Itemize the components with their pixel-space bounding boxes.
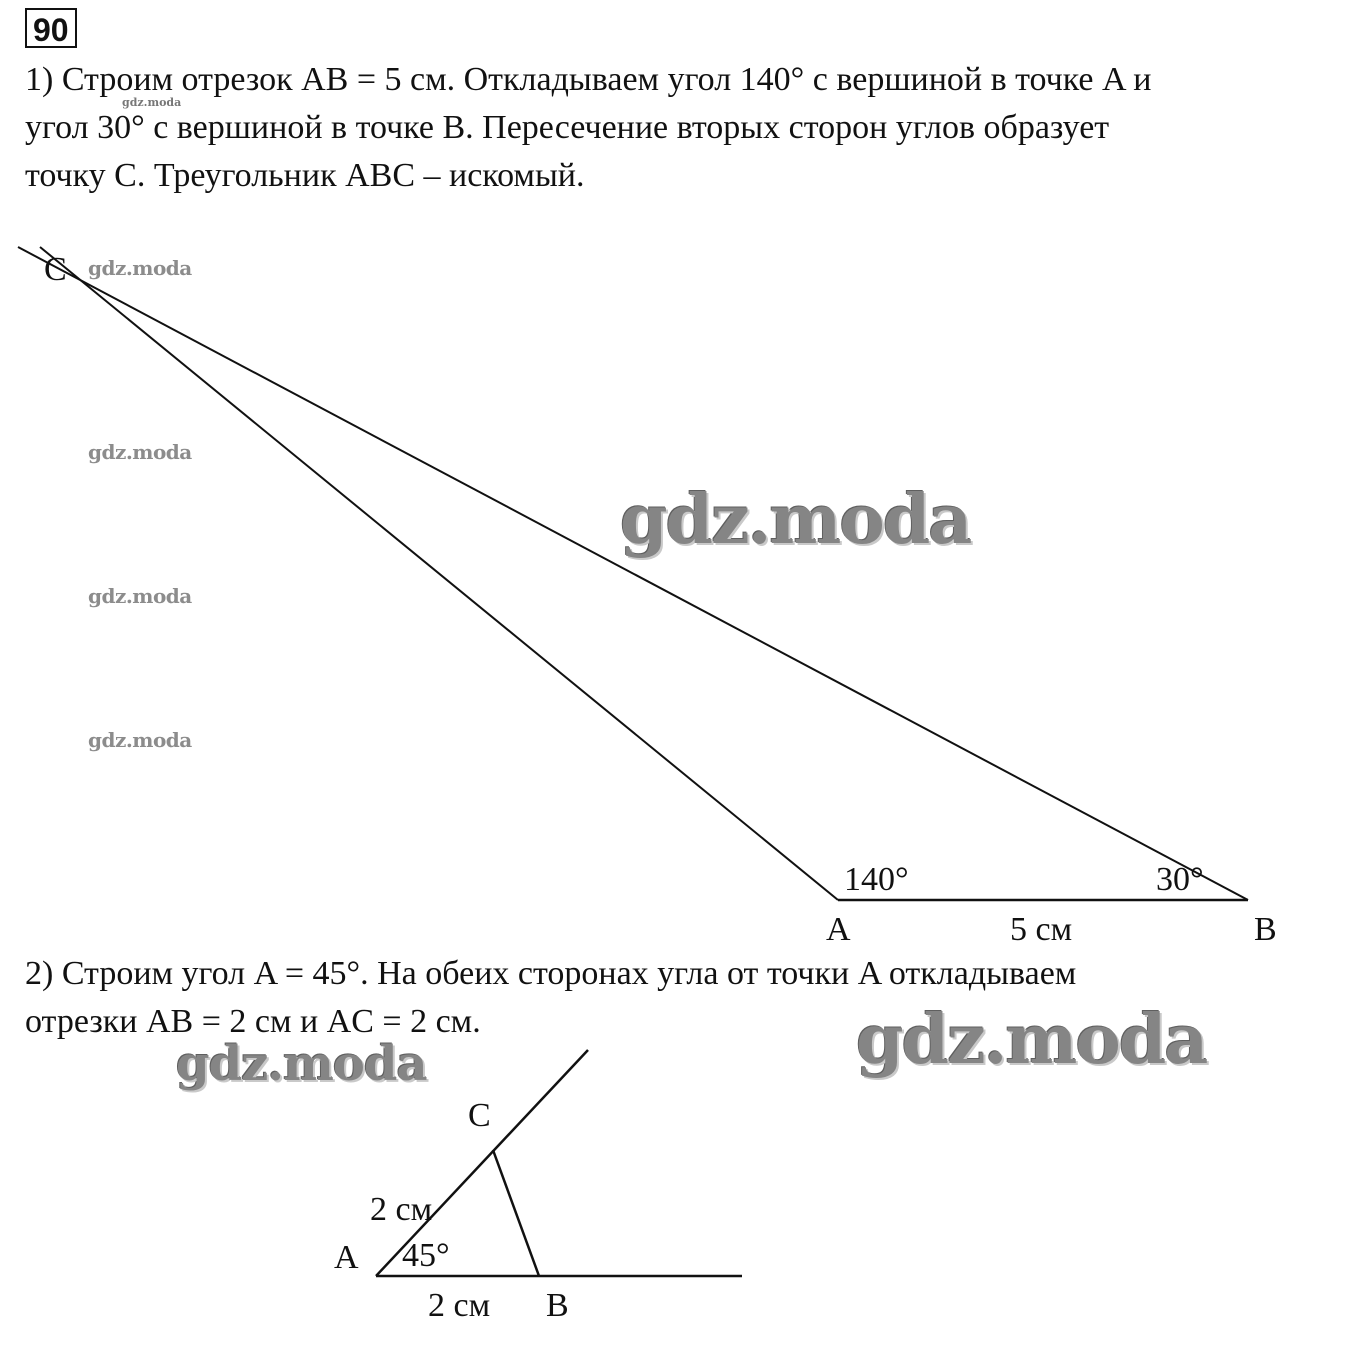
figure2-side-ac-label: 2 см <box>370 1191 433 1228</box>
watermark-small-2: gdz.moda <box>88 440 192 464</box>
watermark-small-3: gdz.moda <box>88 584 192 608</box>
figure1-side-ab-label: 5 см <box>1010 911 1073 948</box>
part1-line-1: 1) Строим отрезок AB = 5 см. Откладываем угол 140° с вершиной в точке A и <box>25 61 1152 98</box>
figure2-label-a: A <box>334 1239 359 1276</box>
part2-line-1: 2) Строим угол A = 45°. На обеих сторонах угла от точки A откладываем <box>25 955 1077 992</box>
watermark-large-2: gdz.moda <box>856 1000 1207 1080</box>
figure2-side-ab-label: 2 см <box>428 1287 491 1324</box>
figure1-label-c: C <box>44 251 67 288</box>
watermark-tiny: gdz.moda <box>122 96 182 109</box>
figure2-label-c: C <box>468 1097 491 1134</box>
part1-line-2: угол 30° с вершиной в точке B. Пересечение вторых сторон углов образует <box>25 109 1110 146</box>
watermark-large-1: gdz.moda <box>620 480 971 560</box>
figure1-label-a: A <box>826 911 851 948</box>
figure1-angle-b: 30° <box>1156 861 1204 898</box>
watermark-small-4: gdz.moda <box>88 728 192 752</box>
watermark-medium: gdz.moda <box>176 1036 427 1092</box>
figure1-label-b: B <box>1254 911 1277 948</box>
figure1-angle-a: 140° <box>844 861 909 898</box>
figure2-label-b: B <box>546 1287 569 1324</box>
part2-line-2: отрезки AB = 2 см и AC = 2 см. <box>25 1003 481 1040</box>
figure2-side-cb <box>493 1150 539 1276</box>
problem-number: 90 <box>25 8 77 48</box>
figure2-angle-a: 45° <box>402 1237 450 1274</box>
watermark-small-1: gdz.moda <box>88 256 192 280</box>
part1-line-3: точку C. Треугольник ABC – искомый. <box>25 157 585 194</box>
